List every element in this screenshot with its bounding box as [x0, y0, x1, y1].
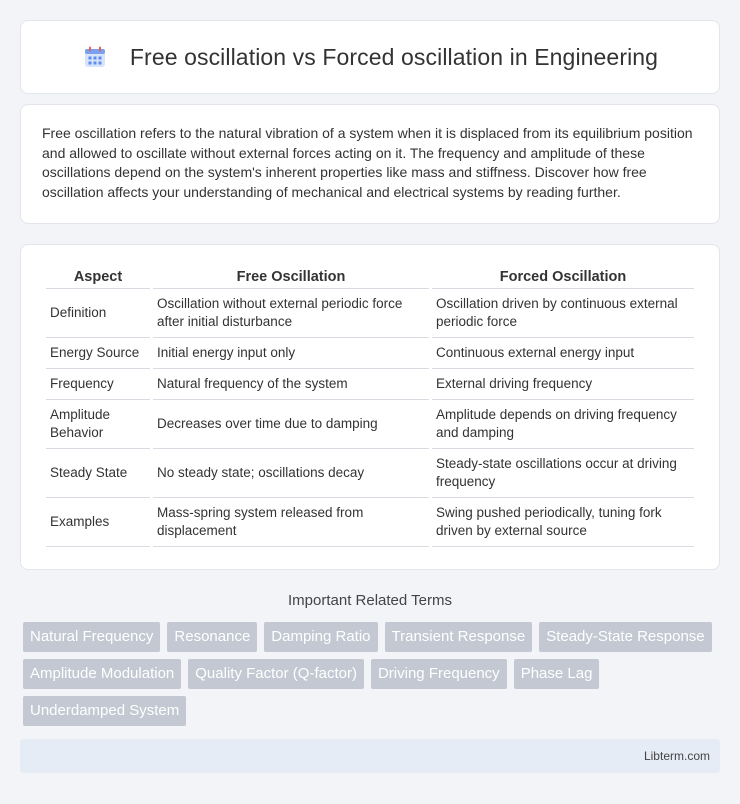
cell-free: No steady state; oscillations decay: [153, 449, 429, 498]
cell-free: Oscillation without external periodic force after initial disturbance: [153, 289, 429, 338]
cell-free: Mass-spring system released from displacement: [153, 498, 429, 547]
cell-forced: External driving frequency: [432, 369, 694, 400]
calendar-icon: [82, 44, 108, 70]
table-row: [46, 449, 694, 498]
cell-forced: Continuous external energy input: [432, 338, 694, 369]
cell-aspect: Examples: [46, 498, 150, 547]
cell-forced: Amplitude depends on driving frequency and damping: [432, 400, 694, 449]
tag-resonance[interactable]: Resonance: [167, 622, 257, 652]
cell-free: Decreases over time due to damping: [153, 400, 429, 449]
table-header-row: [46, 265, 694, 289]
table-row: [46, 338, 694, 369]
tag-driving-frequency[interactable]: Driving Frequency: [371, 659, 507, 689]
cell-forced: Swing pushed periodically, tuning fork driven by external source: [432, 498, 694, 547]
related-terms-title: Important Related Terms: [288, 592, 452, 609]
cell-aspect: Definition: [46, 289, 150, 338]
header-forced-oscillation: Forced Oscillation: [432, 265, 694, 289]
footer: [20, 739, 720, 773]
cell-forced: Steady-state oscillations occur at driving frequency: [432, 449, 694, 498]
tag-underdamped-system[interactable]: Underdamped System: [23, 696, 186, 726]
cell-aspect: Steady State: [46, 449, 150, 498]
header-free-oscillation: Free Oscillation: [153, 265, 429, 289]
tag-steady-state-response[interactable]: Steady-State Response: [539, 622, 711, 652]
table-row: [46, 289, 694, 338]
cell-aspect: Energy Source: [46, 338, 150, 369]
table-row: [46, 498, 694, 547]
comparison-table: [43, 265, 697, 547]
cell-free: Natural frequency of the system: [153, 369, 429, 400]
title-card: [20, 20, 720, 94]
tag-natural-frequency[interactable]: Natural Frequency: [23, 622, 160, 652]
cell-aspect: Amplitude Behavior: [46, 400, 150, 449]
table-row: [46, 369, 694, 400]
cell-aspect: Frequency: [46, 369, 150, 400]
tag-phase-lag[interactable]: Phase Lag: [514, 659, 600, 689]
tag-quality-factor[interactable]: Quality Factor (Q-factor): [188, 659, 364, 689]
page-title: Free oscillation vs Forced oscillation in Engineering: [129, 43, 659, 70]
tag-damping-ratio[interactable]: Damping Ratio: [264, 622, 377, 652]
table-row: [46, 400, 694, 449]
tag-transient-response[interactable]: Transient Response: [385, 622, 533, 652]
footer-site-link[interactable]: Libterm.com: [643, 749, 710, 763]
tag-amplitude-modulation[interactable]: Amplitude Modulation: [23, 659, 181, 689]
cell-forced: Oscillation driven by continuous external periodic force: [432, 289, 694, 338]
comparison-table-card: [20, 244, 720, 570]
intro-card: [20, 104, 720, 224]
related-terms-list: [20, 609, 720, 726]
cell-free: Initial energy input only: [153, 338, 429, 369]
header-aspect: Aspect: [46, 265, 150, 289]
intro-paragraph: Free oscillation refers to the natural vibration of a system when it is displaced from its equilibrium position and allowed to oscillate without external forces acting on it. The frequency and amplitude of these oscillations depend on the system's inherent properties like mass and stiffness. Discover how free oscillation affects your understanding of mechanical and electrical systems by reading further.: [42, 125, 693, 200]
